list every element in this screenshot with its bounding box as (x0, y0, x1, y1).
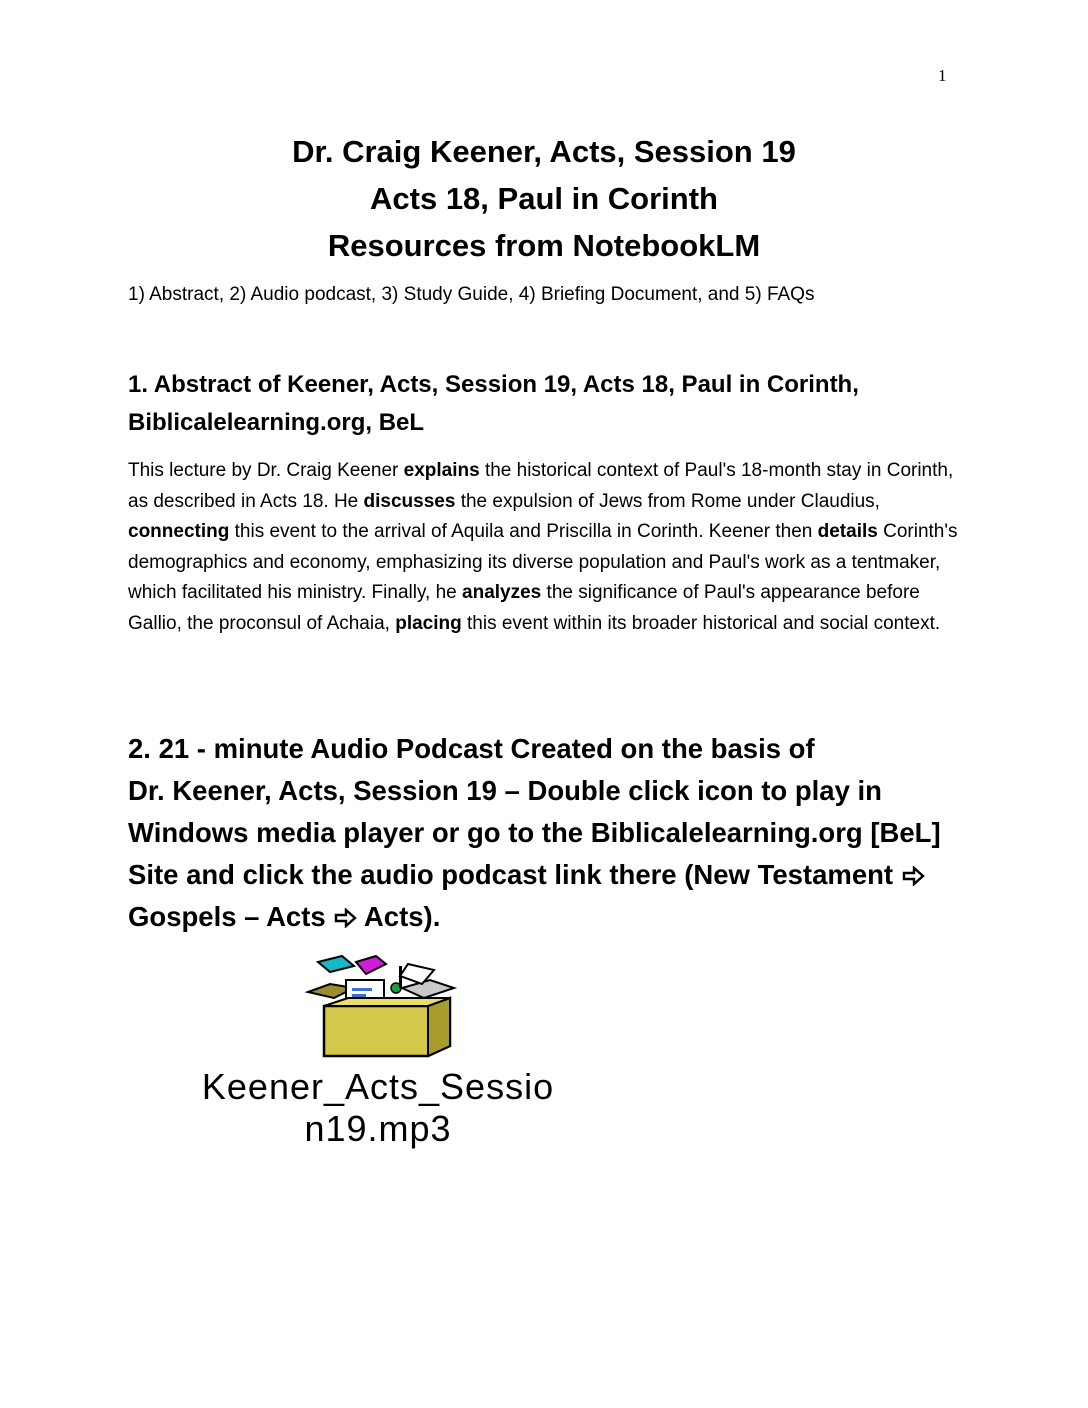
title-line-1: Dr. Craig Keener, Acts, Session 19 (292, 134, 796, 169)
file-name-line-1: Keener_Acts_Sessio (201, 1066, 555, 1107)
abstract-paragraph (128, 456, 958, 640)
section-2-line-2: Dr. Keener, Acts, Session 19 – Double click icon to play in (128, 775, 882, 806)
page-number: 1 (938, 66, 947, 85)
abstract-text: Corinth's demographics and economy, emphasizing its diverse population and Paul's work as a tentmaker, which facilitated his ministry. Finally, he (128, 521, 958, 604)
abstract-text: this event within its broader historical and social context. (461, 612, 941, 634)
title-line-3: Resources from NotebookLM (327, 228, 761, 263)
section-2-line-3: Windows media player or go to the Biblicalelearning.org [BeL] (128, 817, 941, 848)
abstract-text: this event to the arrival of Aquila and Priscilla in Corinth. Keener then (229, 521, 818, 543)
section-2-heading (128, 728, 968, 938)
section-1-heading: 1. Abstract of Keener, Acts, Session 19, Acts 18, Paul in Corinth, Biblicalelearning.org, BeL (128, 371, 859, 436)
title-line-2: Acts 18, Paul in Corinth (370, 181, 718, 216)
abstract-emphasis: connecting (128, 521, 230, 543)
abstract-emphasis: details (817, 521, 878, 543)
abstract-emphasis: discusses (363, 490, 456, 512)
audio-file-name[interactable] (128, 1066, 628, 1150)
abstract-text: the expulsion of Jews from Rome under Claudius, (455, 490, 880, 512)
file-name-line-2: n19.mp3 (304, 1108, 452, 1149)
media-package-icon[interactable] (304, 954, 460, 1060)
section-2-line-5-end: Acts). (357, 901, 441, 932)
abstract-text: the historical context of Paul's 18-month stay in Corinth, as described in Acts 18. He (128, 460, 954, 512)
abstract-emphasis: explains (403, 460, 480, 481)
abstract-text: This lecture by Dr. Craig Keener (128, 460, 404, 481)
section-2-line-4-text: Site and click the audio podcast link there (New Testament (128, 859, 901, 890)
abstract-emphasis: placing (395, 612, 462, 634)
section-2-line-4 (128, 854, 968, 896)
document-title (0, 128, 1088, 269)
arrow-right-icon (333, 908, 357, 928)
abstract-text: the significance of Paul's appearance before Gallio, the proconsul of Achaia, (128, 582, 920, 634)
section-2-line-1: 2. 21 - minute Audio Podcast Created on the basis of (128, 733, 815, 764)
section-2-line-5 (128, 896, 968, 938)
contents-line: 1) Abstract, 2) Audio podcast, 3) Study Guide, 4) Briefing Document, and 5) FAQs (128, 284, 815, 305)
section-2-line-5-text: Gospels – Acts (128, 901, 334, 932)
abstract-emphasis: analyzes (462, 582, 542, 604)
arrow-right-icon (901, 866, 925, 886)
